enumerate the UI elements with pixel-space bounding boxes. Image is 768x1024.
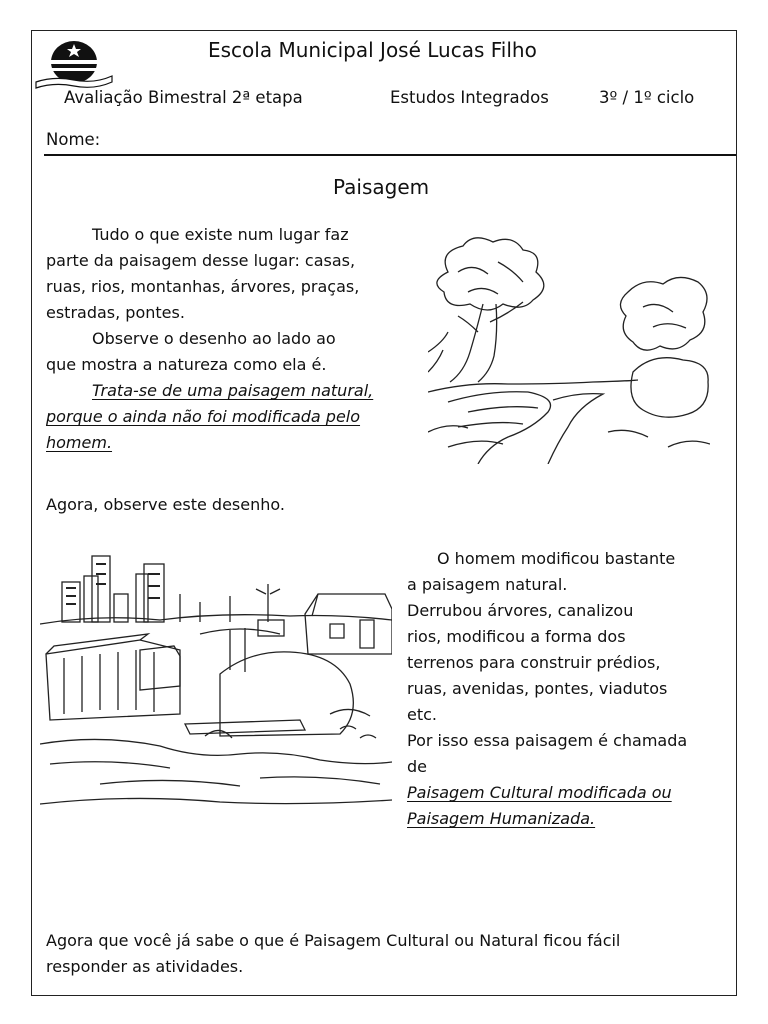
cultural-landscape-drawing	[40, 554, 392, 808]
name-field[interactable]	[44, 154, 736, 156]
page-title: Paisagem	[333, 175, 430, 199]
text-line: rios, modificou a forma dos	[407, 627, 626, 646]
school-logo	[34, 36, 114, 92]
text-line: etc.	[407, 705, 437, 724]
evaluation-label: Avaliação Bimestral 2ª etapa	[64, 88, 303, 107]
text-line: parte da paisagem desse lugar: casas,	[46, 251, 356, 270]
text-line: que mostra a natureza como ela é.	[46, 355, 327, 374]
text-line: Derrubou árvores, canalizou	[407, 601, 634, 620]
text-line: Agora que você já sabe o que é Paisagem Cultural ou Natural ficou fácil	[46, 931, 621, 950]
natural-paragraph	[46, 222, 373, 456]
text-line: Observe o desenho ao lado ao	[92, 329, 336, 348]
text-line: a paisagem natural.	[407, 575, 568, 594]
text-line: Tudo o que existe num lugar faz	[92, 225, 349, 244]
cultural-paragraph	[407, 546, 687, 832]
text-line: estradas, pontes.	[46, 303, 185, 322]
cultural-definition: Paisagem Cultural modificada ou	[407, 783, 672, 802]
text-line: ruas, rios, montanhas, árvores, praças,	[46, 277, 360, 296]
natural-definition: homem.	[46, 433, 113, 452]
natural-definition: Trata-se de uma paisagem natural,	[92, 381, 374, 400]
school-name: Escola Municipal José Lucas Filho	[208, 38, 537, 62]
text-line: responder as atividades.	[46, 957, 244, 976]
natural-landscape-drawing	[428, 232, 710, 464]
observe-instruction: Agora, observe este desenho.	[46, 495, 285, 514]
text-line: de	[407, 757, 427, 776]
closing-instruction	[46, 928, 620, 980]
natural-definition: porque o ainda não foi modificada pelo	[46, 407, 361, 426]
grade-label: 3º / 1º ciclo	[599, 88, 695, 107]
subject-label: Estudos Integrados	[390, 88, 549, 107]
text-line: ruas, avenidas, pontes, viadutos	[407, 679, 668, 698]
name-label: Nome:	[46, 130, 101, 149]
cultural-definition: Paisagem Humanizada.	[407, 809, 596, 828]
text-line: Por isso essa paisagem é chamada	[407, 731, 688, 750]
text-line: O homem modificou bastante	[437, 549, 676, 568]
text-line: terrenos para construir prédios,	[407, 653, 661, 672]
